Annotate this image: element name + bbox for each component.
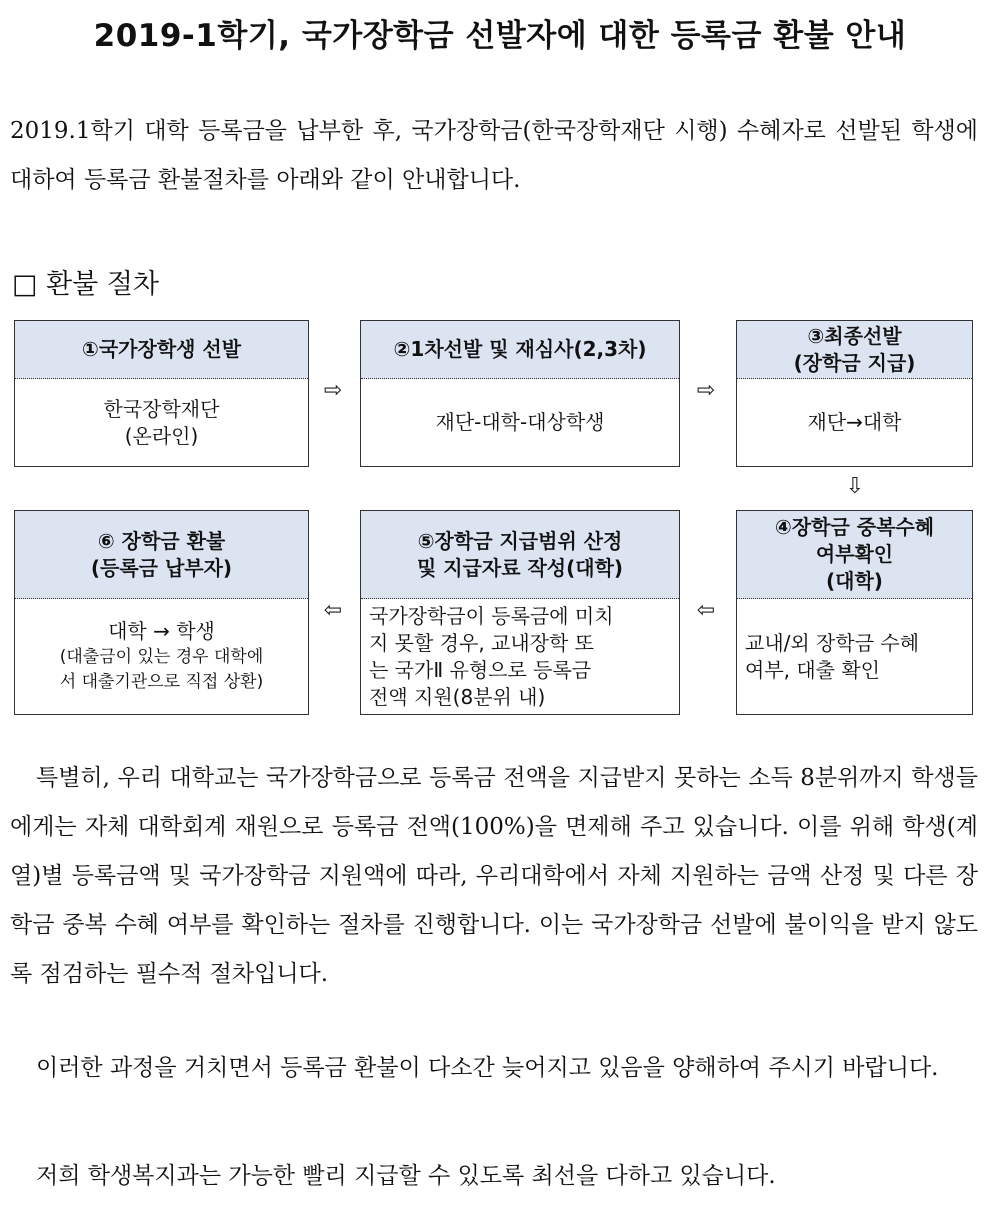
step-6-body-wrap: [15, 599, 308, 714]
step-6-note: (대출금이 있는 경우 대학에 서 대출기관으로 직접 상환): [59, 647, 264, 692]
section-heading: □ 환불 절차: [12, 269, 160, 300]
intro-paragraph: 2019.1학기 대학 등록금을 납부한 후, 국가장학금(한국장학재단 시행) 수혜자로 선발된 학생에 대하여 등록금 환불절차를 아래와 같이 안내합니다.: [10, 118, 978, 193]
arrow-right-icon: ⇨: [323, 378, 343, 403]
arrow-left-icon: ⇦: [323, 598, 343, 623]
arrow-left-icon: ⇦: [696, 598, 716, 623]
step-2-header: ②1차선발 및 재심사(2,3차): [361, 321, 679, 379]
step-6-body: 대학 → 학생: [108, 619, 215, 643]
paragraph-1: 특별히, 우리 대학교는 국가장학금으로 등록금 전액을 지급받지 못하는 소득 8분위까지 학생들에게는 자체 대학회계 재원으로 등록금 전액(100%)을 면제해 주고 있습니다. 이를 위해 학생(계열)별 등록금액 및 국가장학금 지원액에 따라, 우리대학에서 자체 지원하는 금액 산정 및 다른 장학금 중복 수혜 여부를 확인하는 절차를 진행합니다. 이는 국가장학금 선발에 불이익을 받지 않도록 점검하는 필수적 절차입니다.: [10, 765, 978, 987]
step-1-box: [14, 320, 309, 467]
step-4-box: [736, 510, 973, 715]
paragraph-3: 저희 학생복지과는 가능한 빨리 지급할 수 있도록 최선을 다하고 있습니다.: [36, 1163, 776, 1189]
step-3-body: 재단→대학: [807, 410, 902, 434]
step-5-box: [360, 510, 680, 715]
arrow-down-icon: ⇩: [845, 474, 865, 499]
step-4-body: 교내/외 장학금 수혜 여부, 대출 확인: [745, 630, 920, 682]
step-2-box: [360, 320, 680, 467]
step-6-box: [14, 510, 309, 715]
page-title: 2019-1학기, 국가장학금 선발자에 대한 등록금 환불 안내: [93, 18, 907, 54]
step-6-header: ⑥ 장학금 환불 (등록금 납부자): [15, 511, 308, 599]
paragraph-2: 이러한 과정을 거치면서 등록금 환불이 다소간 늦어지고 있음을 양해하여 주시기 바랍니다.: [36, 1055, 939, 1081]
step-3-box: [736, 320, 973, 467]
step-1-header: ①국가장학생 선발: [15, 321, 308, 379]
step-5-body: 국가장학금이 등록금에 미치 지 못할 경우, 교내장학 또 는 국가Ⅱ 유형으로 등록금 전액 지원(8분위 내): [369, 603, 614, 709]
step-5-header: ⑤장학금 지급범위 산정 및 지급자료 작성(대학): [361, 511, 679, 599]
arrow-right-icon: ⇨: [696, 378, 716, 403]
step-2-body: 재단-대학-대상학생: [435, 410, 605, 434]
step-4-header: ④장학금 중복수혜 여부확인 (대학): [737, 511, 972, 599]
step-1-body: 한국장학재단 (온라인): [103, 396, 220, 448]
step-3-header: ③최종선발 (장학금 지급): [737, 321, 972, 379]
